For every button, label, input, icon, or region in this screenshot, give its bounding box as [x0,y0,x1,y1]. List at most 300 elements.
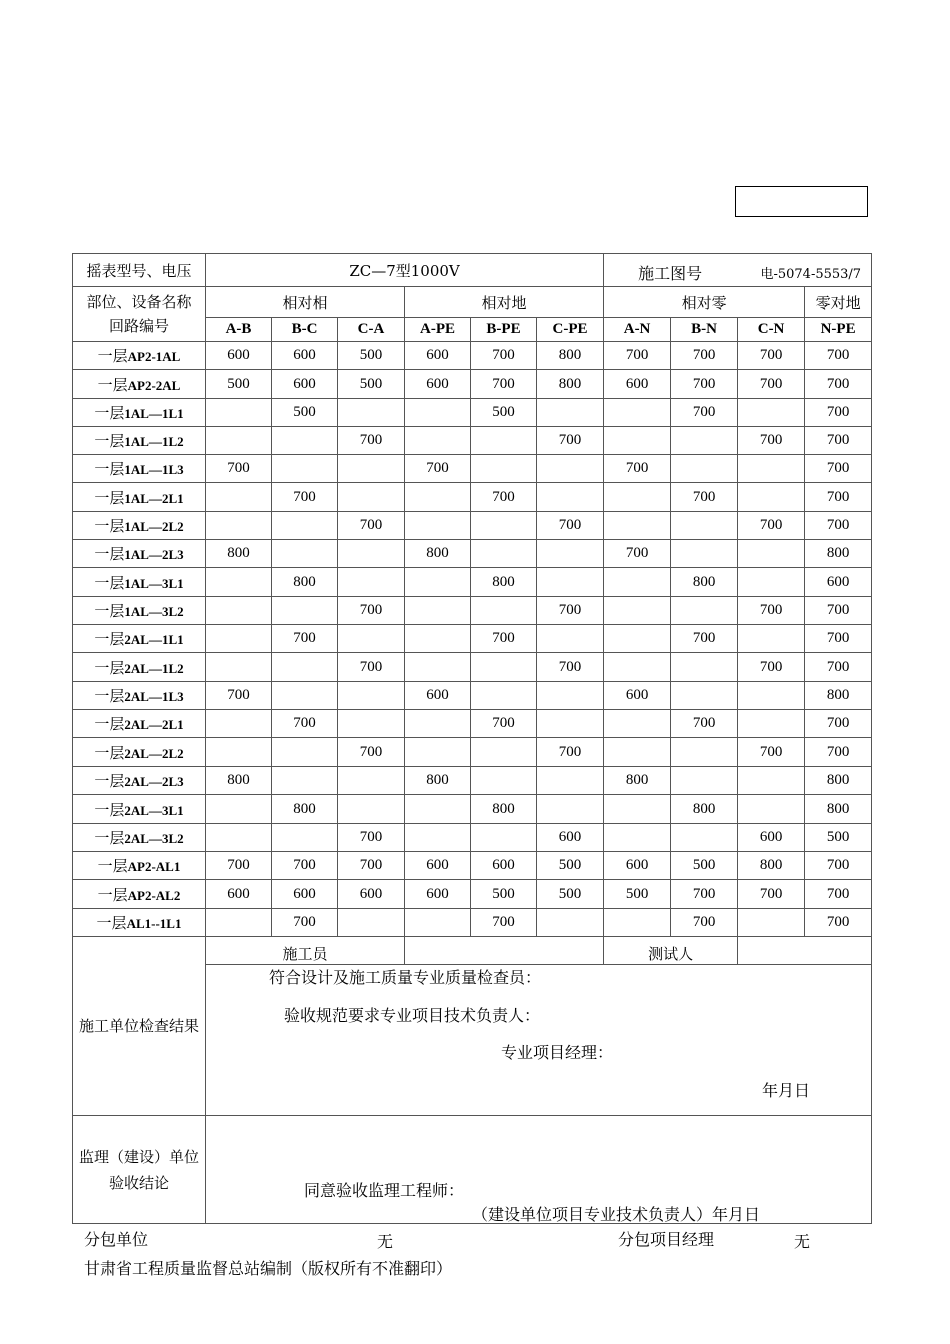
group-ground: 相对地 [405,287,604,318]
resistance-cell [671,682,738,710]
constructor-signature-cell[interactable] [405,937,604,965]
sub-unit-value: 无 [377,1232,394,1251]
resistance-cell: 700 [537,653,604,682]
circuit-code: 2AL—3L1 [124,802,184,818]
resistance-cell: 800 [471,795,537,824]
contractor-check-label: 施工单位检查结果 [73,937,206,1116]
resistance-cell [671,540,738,568]
circuit-floor: 一层 [97,347,128,365]
resistance-cell: 700 [604,540,671,568]
table-row [73,710,872,738]
drawing-cell [604,254,872,287]
resistance-cell [206,795,272,824]
column-header: C-A [338,318,405,342]
constructor-label [206,937,405,965]
resistance-cell: 500 [206,370,272,399]
resistance-cell: 700 [604,455,671,483]
resistance-cell: 600 [604,852,671,880]
resistance-cell [405,710,471,738]
resistance-cell: 700 [671,909,738,937]
resistance-cell [604,710,671,738]
circuit-name [73,568,206,597]
circuit-floor: 一层 [97,375,128,394]
resistance-cell [738,483,805,512]
resistance-cell [604,427,671,455]
circuit-name [73,852,206,880]
resistance-cell: 700 [272,852,338,880]
circuit-name [73,625,206,653]
circuit-name [73,370,206,399]
resistance-cell: 700 [738,427,805,455]
circuit-name [73,653,206,682]
resistance-cell: 800 [604,767,671,795]
resistance-cell: 700 [338,597,405,625]
resistance-cell [471,682,537,710]
resistance-cell [604,653,671,682]
resistance-cell [537,795,604,824]
resistance-cell: 700 [471,483,537,512]
circuit-name [73,767,206,795]
resistance-cell: 600 [405,682,471,710]
resistance-cell: 800 [805,540,872,568]
resistance-cell [405,909,471,937]
resistance-cell [272,824,338,852]
resistance-cell: 700 [805,455,872,483]
resistance-cell: 700 [738,597,805,625]
circuit-floor: 一层 [94,488,125,507]
circuit-code: 1AL—1L2 [124,434,184,449]
circuit-name [73,342,206,370]
circuit-floor: 一层 [94,545,125,563]
circuit-code: 1AL—2L2 [124,519,184,534]
circuit-floor: 一层 [94,517,125,535]
table-row [73,852,872,880]
circuit-code: 2AL—2L1 [124,717,184,732]
resistance-cell: 700 [471,342,537,370]
resistance-cell [338,483,405,512]
circuit-name [73,795,206,824]
tester-label-text: 测试人 [648,945,694,963]
resistance-cell: 700 [338,738,405,767]
resistance-cell [604,597,671,625]
circuit-code: AP2-AL1 [127,859,181,874]
resistance-cell [537,909,604,937]
contractor-check-body [206,965,872,1116]
sub-manager-label: 分包项目经理 [618,1230,715,1249]
resistance-cell [338,540,405,568]
resistance-cell [338,455,405,483]
group-zero-ground: 零对地 [805,287,872,318]
circuit-floor: 一层 [94,800,125,819]
resistance-cell [537,625,604,653]
resistance-cell: 700 [206,852,272,880]
resistance-cell: 500 [338,370,405,399]
resistance-cell [471,597,537,625]
resistance-cell [405,738,471,767]
column-header: A-PE [405,318,471,342]
resistance-cell: 600 [272,880,338,909]
circuit-code: 1AL—2L1 [124,490,184,506]
resistance-cell [738,795,805,824]
resistance-cell [604,909,671,937]
resistance-cell [405,824,471,852]
table-row [73,909,872,937]
circuit-floor: 一层 [97,857,128,875]
resistance-cell: 800 [272,795,338,824]
resistance-cell: 700 [338,512,405,540]
resistance-cell: 700 [671,342,738,370]
resistance-cell: 700 [805,852,872,880]
resistance-cell [671,455,738,483]
resistance-cell: 600 [604,682,671,710]
resistance-cell: 800 [805,795,872,824]
resistance-cell [671,824,738,852]
resistance-cell [604,512,671,540]
resistance-cell: 700 [805,738,872,767]
contractor-line-1: 符合设计及施工质量专业质量检查员： [269,968,542,987]
resistance-cell: 800 [405,767,471,795]
resistance-cell: 700 [671,370,738,399]
resistance-cell: 700 [805,399,872,427]
resistance-cell [604,795,671,824]
resistance-cell: 700 [604,342,671,370]
resistance-cell [738,455,805,483]
circuit-name [73,512,206,540]
resistance-cell [272,682,338,710]
resistance-cell [272,767,338,795]
supervisor-line-1: 同意验收监理工程师： [304,1181,465,1200]
resistance-cell: 500 [272,399,338,427]
resistance-cell: 600 [471,852,537,880]
resistance-cell: 700 [206,455,272,483]
resistance-cell: 500 [471,399,537,427]
resistance-cell: 700 [537,427,604,455]
circuit-floor: 一层 [96,914,127,932]
circuit-floor: 一层 [97,885,128,904]
table-row [73,625,872,653]
resistance-cell [738,625,805,653]
resistance-cell: 700 [272,710,338,738]
table-row [73,512,872,540]
constructor-label-text: 施工员 [282,945,328,963]
circuit-floor: 一层 [94,602,125,620]
resistance-cell: 700 [537,597,604,625]
contractor-line-2: 验收规范要求专业项目技术负责人： [284,1006,541,1025]
resistance-cell [405,427,471,455]
resistance-cell [671,427,738,455]
table-row [73,682,872,710]
resistance-cell: 600 [805,568,872,597]
resistance-cell [338,682,405,710]
contractor-date: 年月日 [762,1081,811,1100]
resistance-cell: 800 [206,767,272,795]
circuit-code: AP2-AL2 [127,887,181,903]
circuit-code: AP2-1AL [127,349,181,364]
resistance-cell [338,909,405,937]
table-row [73,370,872,399]
table-row [73,738,872,767]
column-header: C-PE [537,318,604,342]
resistance-cell: 600 [206,342,272,370]
circuit-floor: 一层 [94,404,125,422]
resistance-cell: 700 [805,342,872,370]
table-row [73,568,872,597]
resistance-cell: 700 [738,653,805,682]
resistance-cell: 700 [671,880,738,909]
resistance-cell [206,512,272,540]
resistance-cell [206,568,272,597]
resistance-cell [671,653,738,682]
resistance-cell [671,512,738,540]
table-row [73,399,872,427]
resistance-cell: 800 [272,568,338,597]
table-row [73,824,872,852]
column-header: N-PE [805,318,872,342]
meter-label: 摇表型号、电压 [73,254,206,287]
resistance-cell: 800 [471,568,537,597]
resistance-cell [272,738,338,767]
resistance-cell [738,767,805,795]
resistance-cell [338,795,405,824]
resistance-cell [206,738,272,767]
circuit-name [73,824,206,852]
table-row [73,597,872,625]
resistance-cell: 700 [805,653,872,682]
sub-unit-label: 分包单位 [84,1230,149,1249]
resistance-cell: 800 [206,540,272,568]
resistance-cell: 700 [805,710,872,738]
resistance-cell: 600 [738,824,805,852]
circuit-code: 1AL—2L3 [124,547,184,562]
resistance-cell: 800 [671,795,738,824]
resistance-cell [604,824,671,852]
resistance-cell [405,795,471,824]
location-header [73,287,206,342]
resistance-cell [471,653,537,682]
resistance-cell [338,625,405,653]
resistance-cell: 600 [272,342,338,370]
resistance-cell: 500 [537,880,604,909]
resistance-cell: 700 [738,738,805,767]
resistance-cell [206,399,272,427]
resistance-cell [206,909,272,937]
location-label-1: 部位、设备名称 [86,293,192,311]
resistance-cell: 800 [805,682,872,710]
table-row [73,540,872,568]
resistance-cell: 700 [537,512,604,540]
circuit-code: 1AL—3L2 [124,604,184,619]
resistance-cell: 600 [206,880,272,909]
circuit-name [73,682,206,710]
resistance-cell [272,540,338,568]
resistance-cell: 700 [805,880,872,909]
resistance-cell: 700 [671,710,738,738]
resistance-cell: 700 [471,909,537,937]
table-row [73,483,872,512]
resistance-cell [338,568,405,597]
resistance-cell [738,568,805,597]
resistance-cell: 600 [405,370,471,399]
resistance-cell [272,512,338,540]
resistance-cell [671,767,738,795]
table-row [73,880,872,909]
resistance-cell [537,767,604,795]
column-header: B-PE [471,318,537,342]
resistance-cell: 700 [338,824,405,852]
resistance-cell: 600 [272,370,338,399]
circuit-code: AL1--1L1 [126,916,182,931]
column-header: B-C [272,318,338,342]
resistance-cell: 700 [671,483,738,512]
resistance-cell [206,653,272,682]
resistance-cell [738,399,805,427]
resistance-cell [206,427,272,455]
resistance-cell [405,653,471,682]
resistance-cell: 600 [338,880,405,909]
supervisor-check-label: 监理（建设）单位验收结论 [73,1116,206,1224]
drawing-value: 电-5074-5553/7 [760,267,862,282]
resistance-cell: 800 [405,540,471,568]
circuit-floor: 一层 [94,432,125,450]
circuit-name [73,597,206,625]
resistance-cell: 700 [405,455,471,483]
resistance-cell: 700 [537,738,604,767]
resistance-cell: 700 [738,342,805,370]
circuit-code: 2AL—2L2 [124,745,184,761]
circuit-name [73,483,206,512]
circuit-code: 1AL—1L1 [124,406,184,421]
resistance-cell [537,710,604,738]
supervisor-check-body [206,1116,872,1224]
column-header: A-N [604,318,671,342]
resistance-cell: 700 [671,399,738,427]
resistance-cell [671,738,738,767]
resistance-cell: 500 [471,880,537,909]
resistance-cell [206,483,272,512]
tester-signature-cell[interactable] [738,937,872,965]
table-row [73,653,872,682]
insulation-test-table [72,253,872,1224]
resistance-cell: 700 [805,427,872,455]
tester-label [604,937,738,965]
resistance-cell [471,455,537,483]
resistance-cell: 600 [405,880,471,909]
resistance-cell: 800 [537,342,604,370]
circuit-code: 2AL—1L1 [124,632,184,647]
location-label-2: 回路编号 [108,317,169,335]
resistance-cell [738,909,805,937]
resistance-cell: 500 [537,852,604,880]
resistance-cell [405,597,471,625]
resistance-cell: 700 [805,909,872,937]
resistance-cell [604,399,671,427]
resistance-cell [206,710,272,738]
group-phase: 相对相 [206,287,405,318]
meter-value: ZC—7型1000V [206,254,604,287]
circuit-floor: 一层 [94,573,125,592]
group-neutral: 相对零 [604,287,805,318]
circuit-code: AP2-2AL [127,377,181,393]
resistance-cell: 700 [805,512,872,540]
circuit-name [73,738,206,767]
resistance-cell [206,824,272,852]
resistance-cell [671,597,738,625]
resistance-cell [471,427,537,455]
resistance-cell [537,568,604,597]
resistance-cell: 500 [805,824,872,852]
column-header: C-N [738,318,805,342]
resistance-cell: 800 [537,370,604,399]
resistance-cell [537,455,604,483]
resistance-cell [206,597,272,625]
resistance-cell [604,568,671,597]
resistance-cell: 700 [805,597,872,625]
circuit-name [73,710,206,738]
resistance-cell: 700 [338,427,405,455]
circuit-name [73,909,206,937]
resistance-cell: 500 [604,880,671,909]
circuit-name [73,880,206,909]
resistance-cell [738,540,805,568]
resistance-cell [272,427,338,455]
drawing-label: 施工图号 [638,264,703,283]
resistance-cell [471,512,537,540]
resistance-cell: 600 [405,342,471,370]
data-rows [73,342,872,937]
table-row [73,455,872,483]
resistance-cell [405,483,471,512]
circuit-code: 2AL—2L3 [124,774,184,789]
resistance-cell: 700 [471,625,537,653]
circuit-name [73,540,206,568]
circuit-floor: 一层 [94,630,125,648]
resistance-cell: 800 [671,568,738,597]
resistance-cell: 700 [471,710,537,738]
resistance-cell: 800 [805,767,872,795]
column-header: B-N [671,318,738,342]
resistance-cell: 700 [338,653,405,682]
resistance-cell [272,597,338,625]
resistance-cell [338,767,405,795]
contractor-line-3: 专业项目经理： [501,1043,614,1062]
circuit-code: 1AL—3L1 [124,575,184,591]
circuit-floor: 一层 [94,829,125,847]
resistance-cell: 700 [805,625,872,653]
resistance-cell: 700 [272,625,338,653]
resistance-cell: 700 [206,682,272,710]
resistance-cell [537,540,604,568]
table-row [73,767,872,795]
circuit-floor: 一层 [94,460,125,478]
resistance-cell [272,653,338,682]
resistance-cell [405,512,471,540]
resistance-cell: 500 [338,342,405,370]
publisher-note: 甘肃省工程质量监督总站编制（版权所有不准翻印） [84,1259,453,1278]
form-number-box [735,186,868,217]
table-row [73,342,872,370]
resistance-cell [537,682,604,710]
resistance-cell [537,399,604,427]
resistance-cell: 600 [537,824,604,852]
resistance-cell [405,568,471,597]
circuit-name [73,399,206,427]
circuit-code: 2AL—1L3 [124,689,184,704]
resistance-cell [604,483,671,512]
resistance-cell: 700 [471,370,537,399]
circuit-name [73,455,206,483]
table-row [73,795,872,824]
resistance-cell [206,625,272,653]
